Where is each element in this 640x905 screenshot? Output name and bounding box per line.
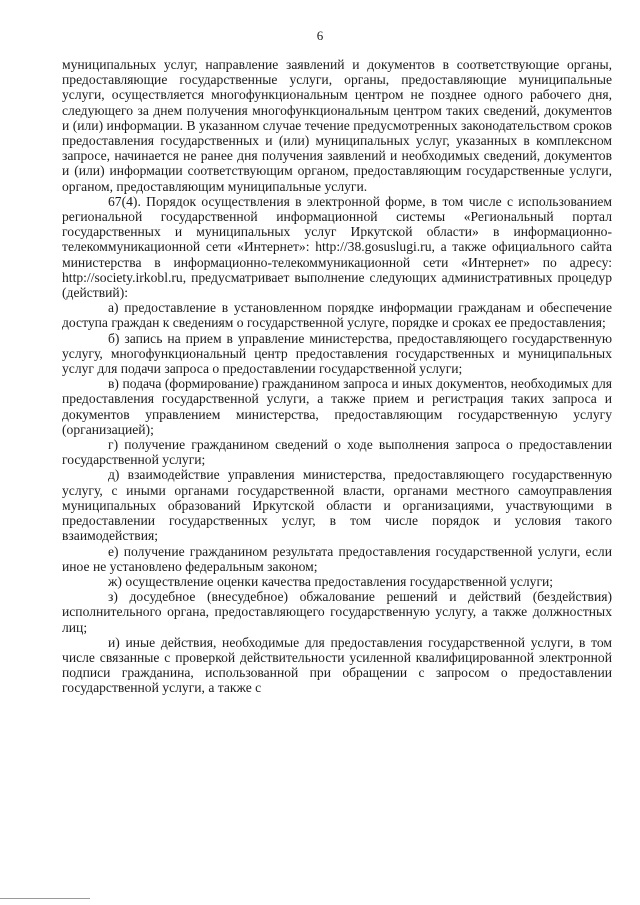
list-item-g: г) получение гражданином сведений о ходе выполнения запроса о предоставлении государственной услуги; xyxy=(62,437,612,468)
paragraph-67-4: 67(4). Порядок осуществления в электронной форме, в том числе с использованием региональной государственной информационной системы «Региональный портал государственных и муниципальных услуг Иркутской области» в информационно-телекоммуникационной сети «Интернет»: http://38.gosuslugi.ru, а также официального сайта министерства в информационно-телекоммуникационной сети «Интернет» по адресу: http://society.irkobl.ru, предусматривает выполнение следующих административных процедур (действий): xyxy=(62,193,612,301)
page-number: 6 xyxy=(316,28,324,43)
document-body xyxy=(62,57,612,696)
list-item-a: а) предоставление в установленном порядке информации гражданам и обеспечение доступа граждан к сведениям о государственной услуге, порядке и сроках ее предоставления; xyxy=(62,300,612,331)
list-item-i: и) иные действия, необходимые для предоставления государственной услуги, в том числе связанные с проверкой действительности усиленной квалифицированной электронной подписи гражданина, использованной при обращении с запросом о предоставлении государственной услуги, а также с xyxy=(62,634,612,696)
paragraph-continuation: муниципальных услуг, направление заявлений и документов в соответствующие органы, предоставляющие государственные услуги, органы, предоставляющие муниципальные услуги, осуществляется многофункциональным центром не позднее одного рабочего дня, следующего за днем получения многофункциональным центром таких сведений, документов и (или) информации. В указанном случае течение предусмотренных законодательством сроков предоставления государственных и (или) муниципальных услуг, указанных в комплексном запросе, начинается не ранее дня получения заявлений и необходимых сведений, документов и (или) информации соответствующим органом, предоставляющим государственные услуги, органом, предоставляющим муниципальные услуги. xyxy=(62,57,612,194)
list-item-e: е) получение гражданином результата предоставления государственной услуги, если иное не установлено федеральным законом; xyxy=(62,543,612,574)
list-item-z: з) досудебное (внесудебное) обжалование решений и действий (бездействия) исполнительного органа, предоставляющего государственную услугу, а также должностных лиц; xyxy=(62,589,612,635)
footer-divider xyxy=(0,898,90,899)
list-item-d: д) взаимодействие управления министерства, предоставляющего государственную услугу, с иными органами государственной власти, органами местного самоуправления муниципальных образований Иркутской области и организациями, участвующими в предоставлении государственных услуг, в том числе порядок и условия такого взаимодействия; xyxy=(62,467,612,544)
list-item-v: в) подача (формирование) гражданином запроса и иных документов, необходимых для предоставления государственной услуги, а также прием и регистрация таких запроса и документов управлением министерства, предоставляющим государственную услугу (организацией); xyxy=(62,376,612,437)
list-item-b: б) запись на прием в управление министерства, предоставляющего государственную услугу, многофункциональный центр предоставления государственных и муниципальных услуг для подачи запроса о предоставлении государственной услуги; xyxy=(62,330,612,377)
list-item-zh: ж) осуществление оценки качества предоставления государственной услуги; xyxy=(108,573,554,589)
